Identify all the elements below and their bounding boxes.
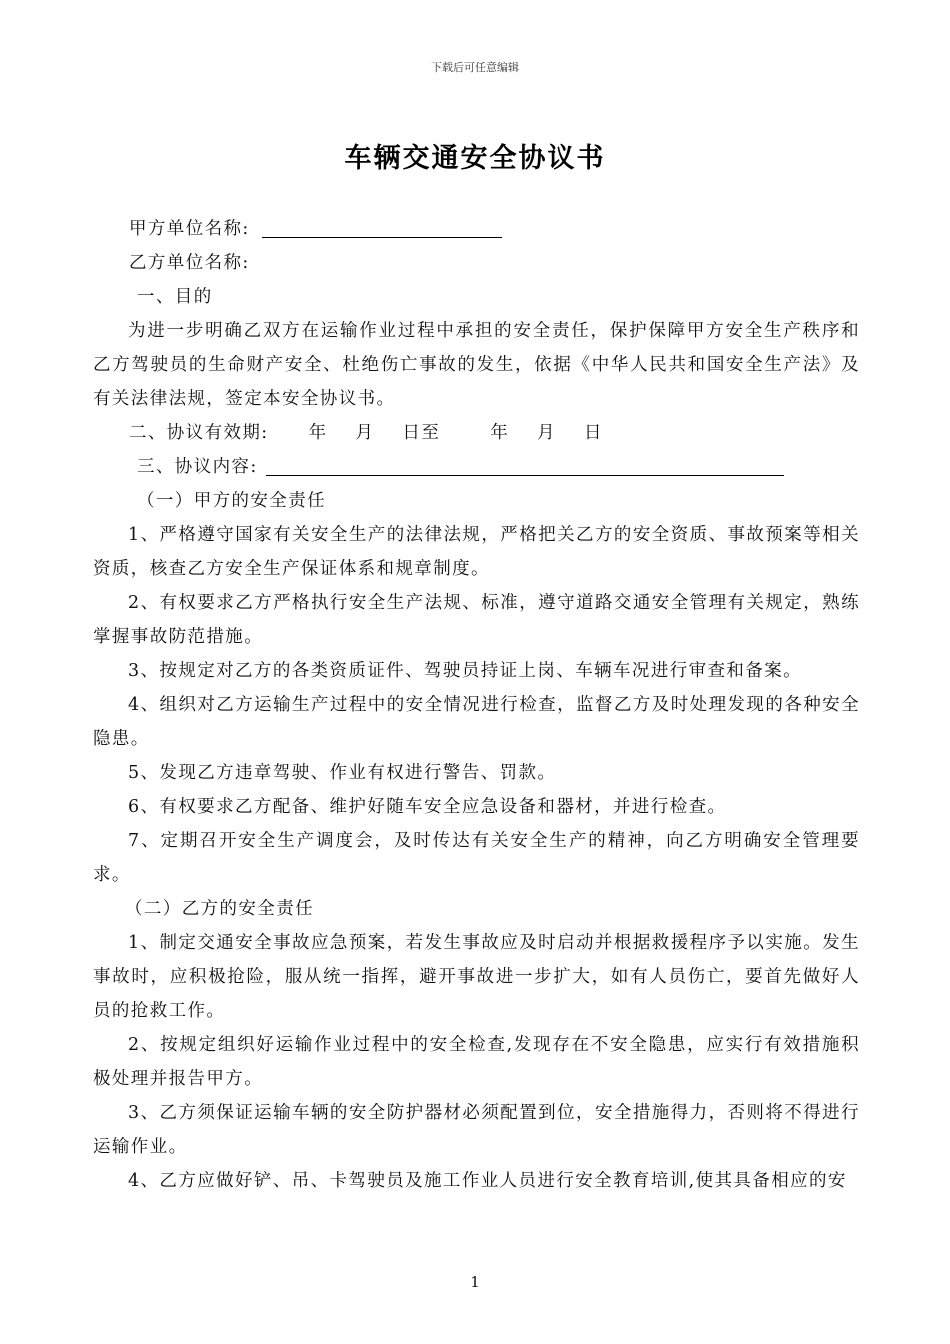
month-end: 月 (537, 423, 557, 443)
validity-label: 二、协议有效期: (129, 423, 269, 443)
month-start: 月 (355, 423, 375, 443)
header-note: 下载后可任意编辑 (431, 61, 519, 74)
party-a-item: 4、组织对乙方运输生产过程中的安全情况进行检查，监督乙方及时处理发现的各种安全隐患。 (93, 695, 860, 749)
validity-period (93, 416, 860, 450)
party-b-item: 1、制定交通安全事故应急预案，若发生事故应及时启动并根据救援程序予以实施。发生事故时，应积极抢险，服从统一指挥，避开事故进一步扩大，如有人员伤亡，要首先做好人员的抢救工作。 (93, 933, 860, 1021)
party-b-item: 2、按规定组织好运输作业过程中的安全检查,发现存在不安全隐患，应实行有效措施积极处理并报告甲方。 (93, 1035, 860, 1089)
party-b-item: 3、乙方须保证运输车辆的安全防护器材必须配置到位，安全措施得力，否则将不得进行运输作业。 (93, 1103, 860, 1157)
party-a-item: 6、有权要求乙方配备、维护好随车安全应急设备和器材，并进行检查。 (128, 797, 727, 817)
section3-blank (266, 453, 784, 476)
party-b-duty-heading: （二）乙方的安全责任 (125, 899, 314, 919)
party-a-blank (262, 215, 502, 238)
document-body (93, 212, 860, 1198)
section1-text: 为进一步明确乙双方在运输作业过程中承担的安全责任，保护保障甲方安全生产秩序和乙方驾驶员的生命财产安全、杜绝伤亡事故的发生，依据《中华人民共和国安全生产法》及有关法律法规，签定本安全协议书。 (93, 321, 860, 409)
party-a-label: 甲方单位名称: (129, 219, 250, 239)
party-a-item: 7、定期召开安全生产调度会，及时传达有关安全生产的精神，向乙方明确安全管理要求。 (93, 831, 860, 885)
party-b-label: 乙方单位名称: (129, 253, 250, 273)
year-start: 年 (308, 423, 328, 443)
year-end: 年 (490, 423, 510, 443)
section3-field (93, 450, 860, 484)
party-b-field (93, 246, 860, 280)
party-a-duty-heading: （一）甲方的安全责任 (137, 491, 326, 511)
document-title: 车辆交通安全协议书 (344, 143, 606, 174)
day-start-to: 日至 (402, 423, 441, 443)
party-a-item: 2、有权要求乙方严格执行安全生产法规、标准，遵守道路交通安全管理有关规定，熟练掌握事故防范措施。 (93, 593, 860, 647)
section3-label: 三、协议内容: (137, 457, 258, 477)
day-end: 日 (584, 423, 603, 443)
party-a-field (93, 212, 860, 246)
party-a-item: 3、按规定对乙方的各类资质证件、驾驶员持证上岗、车辆车况进行审查和备案。 (128, 661, 803, 681)
section1-heading: 一、目的 (137, 287, 213, 307)
party-a-item: 1、严格遵守国家有关安全生产的法律法规，严格把关乙方的安全资质、事故预案等相关资质，核查乙方安全生产保证体系和规章制度。 (93, 525, 860, 579)
party-b-item: 4、乙方应做好铲、吊、卡驾驶员及施工作业人员进行安全教育培训,使其具备相应的安 (128, 1171, 847, 1191)
party-a-item: 5、发现乙方违章驾驶、作业有权进行警告、罚款。 (128, 763, 557, 783)
page-number: 1 (470, 1273, 480, 1291)
